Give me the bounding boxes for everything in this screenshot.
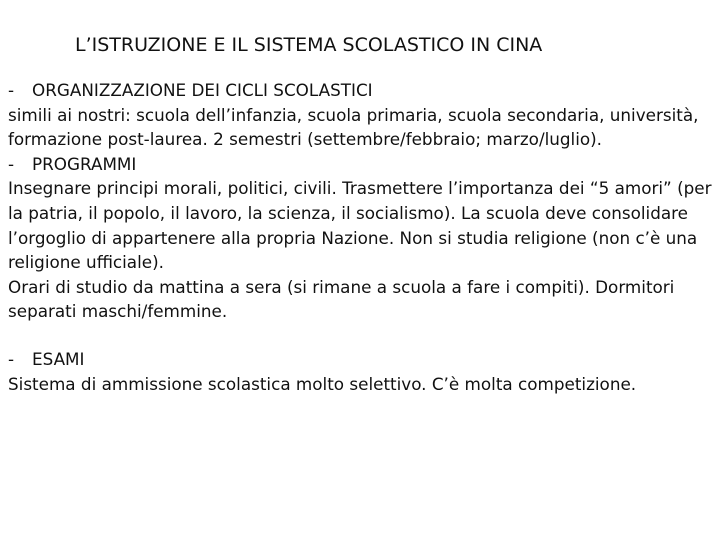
paragraph-esami: Sistema di ammissione scolastica molto selettivo. C’è molta competizione. (8, 373, 637, 394)
section-heading-organizzazione: - ORGANIZZAZIONE DEI CICLI SCOLASTICI (8, 78, 714, 103)
paragraph-cicli: simili ai nostri: scuola dell’infanzia, scuola primaria, scuola secondaria, università, formazione post-laurea. 2 semestri (settembre/febbraio; marzo/luglio). (8, 104, 699, 150)
slide-body (8, 78, 714, 396)
paragraph-programmi: Insegnare principi morali, politici, civili. Trasmettere l’importanza dei “5 amori” (per la patria, il popolo, il lavoro, la scienza, il socialismo). La scuola deve consolidare l’orgoglio di appartenere alla propria Nazione. Non si studia religione (non c’è una religione ufficiale). (8, 178, 712, 273)
section-heading-programmi: - PROGRAMMI (8, 152, 714, 177)
spacer (8, 324, 714, 347)
section-heading-esami: - ESAMI (8, 347, 714, 372)
bullet-dash: - (8, 348, 15, 369)
slide-title: L’ISTRUZIONE E IL SISTEMA SCOLASTICO IN CINA (75, 34, 543, 56)
paragraph-orari: Orari di studio da mattina a sera (si rimane a scuola a fare i compiti). Dormitori separati maschi/femmine. (8, 276, 675, 322)
bullet-dash: - (8, 80, 15, 100)
bullet-dash: - (8, 153, 15, 174)
